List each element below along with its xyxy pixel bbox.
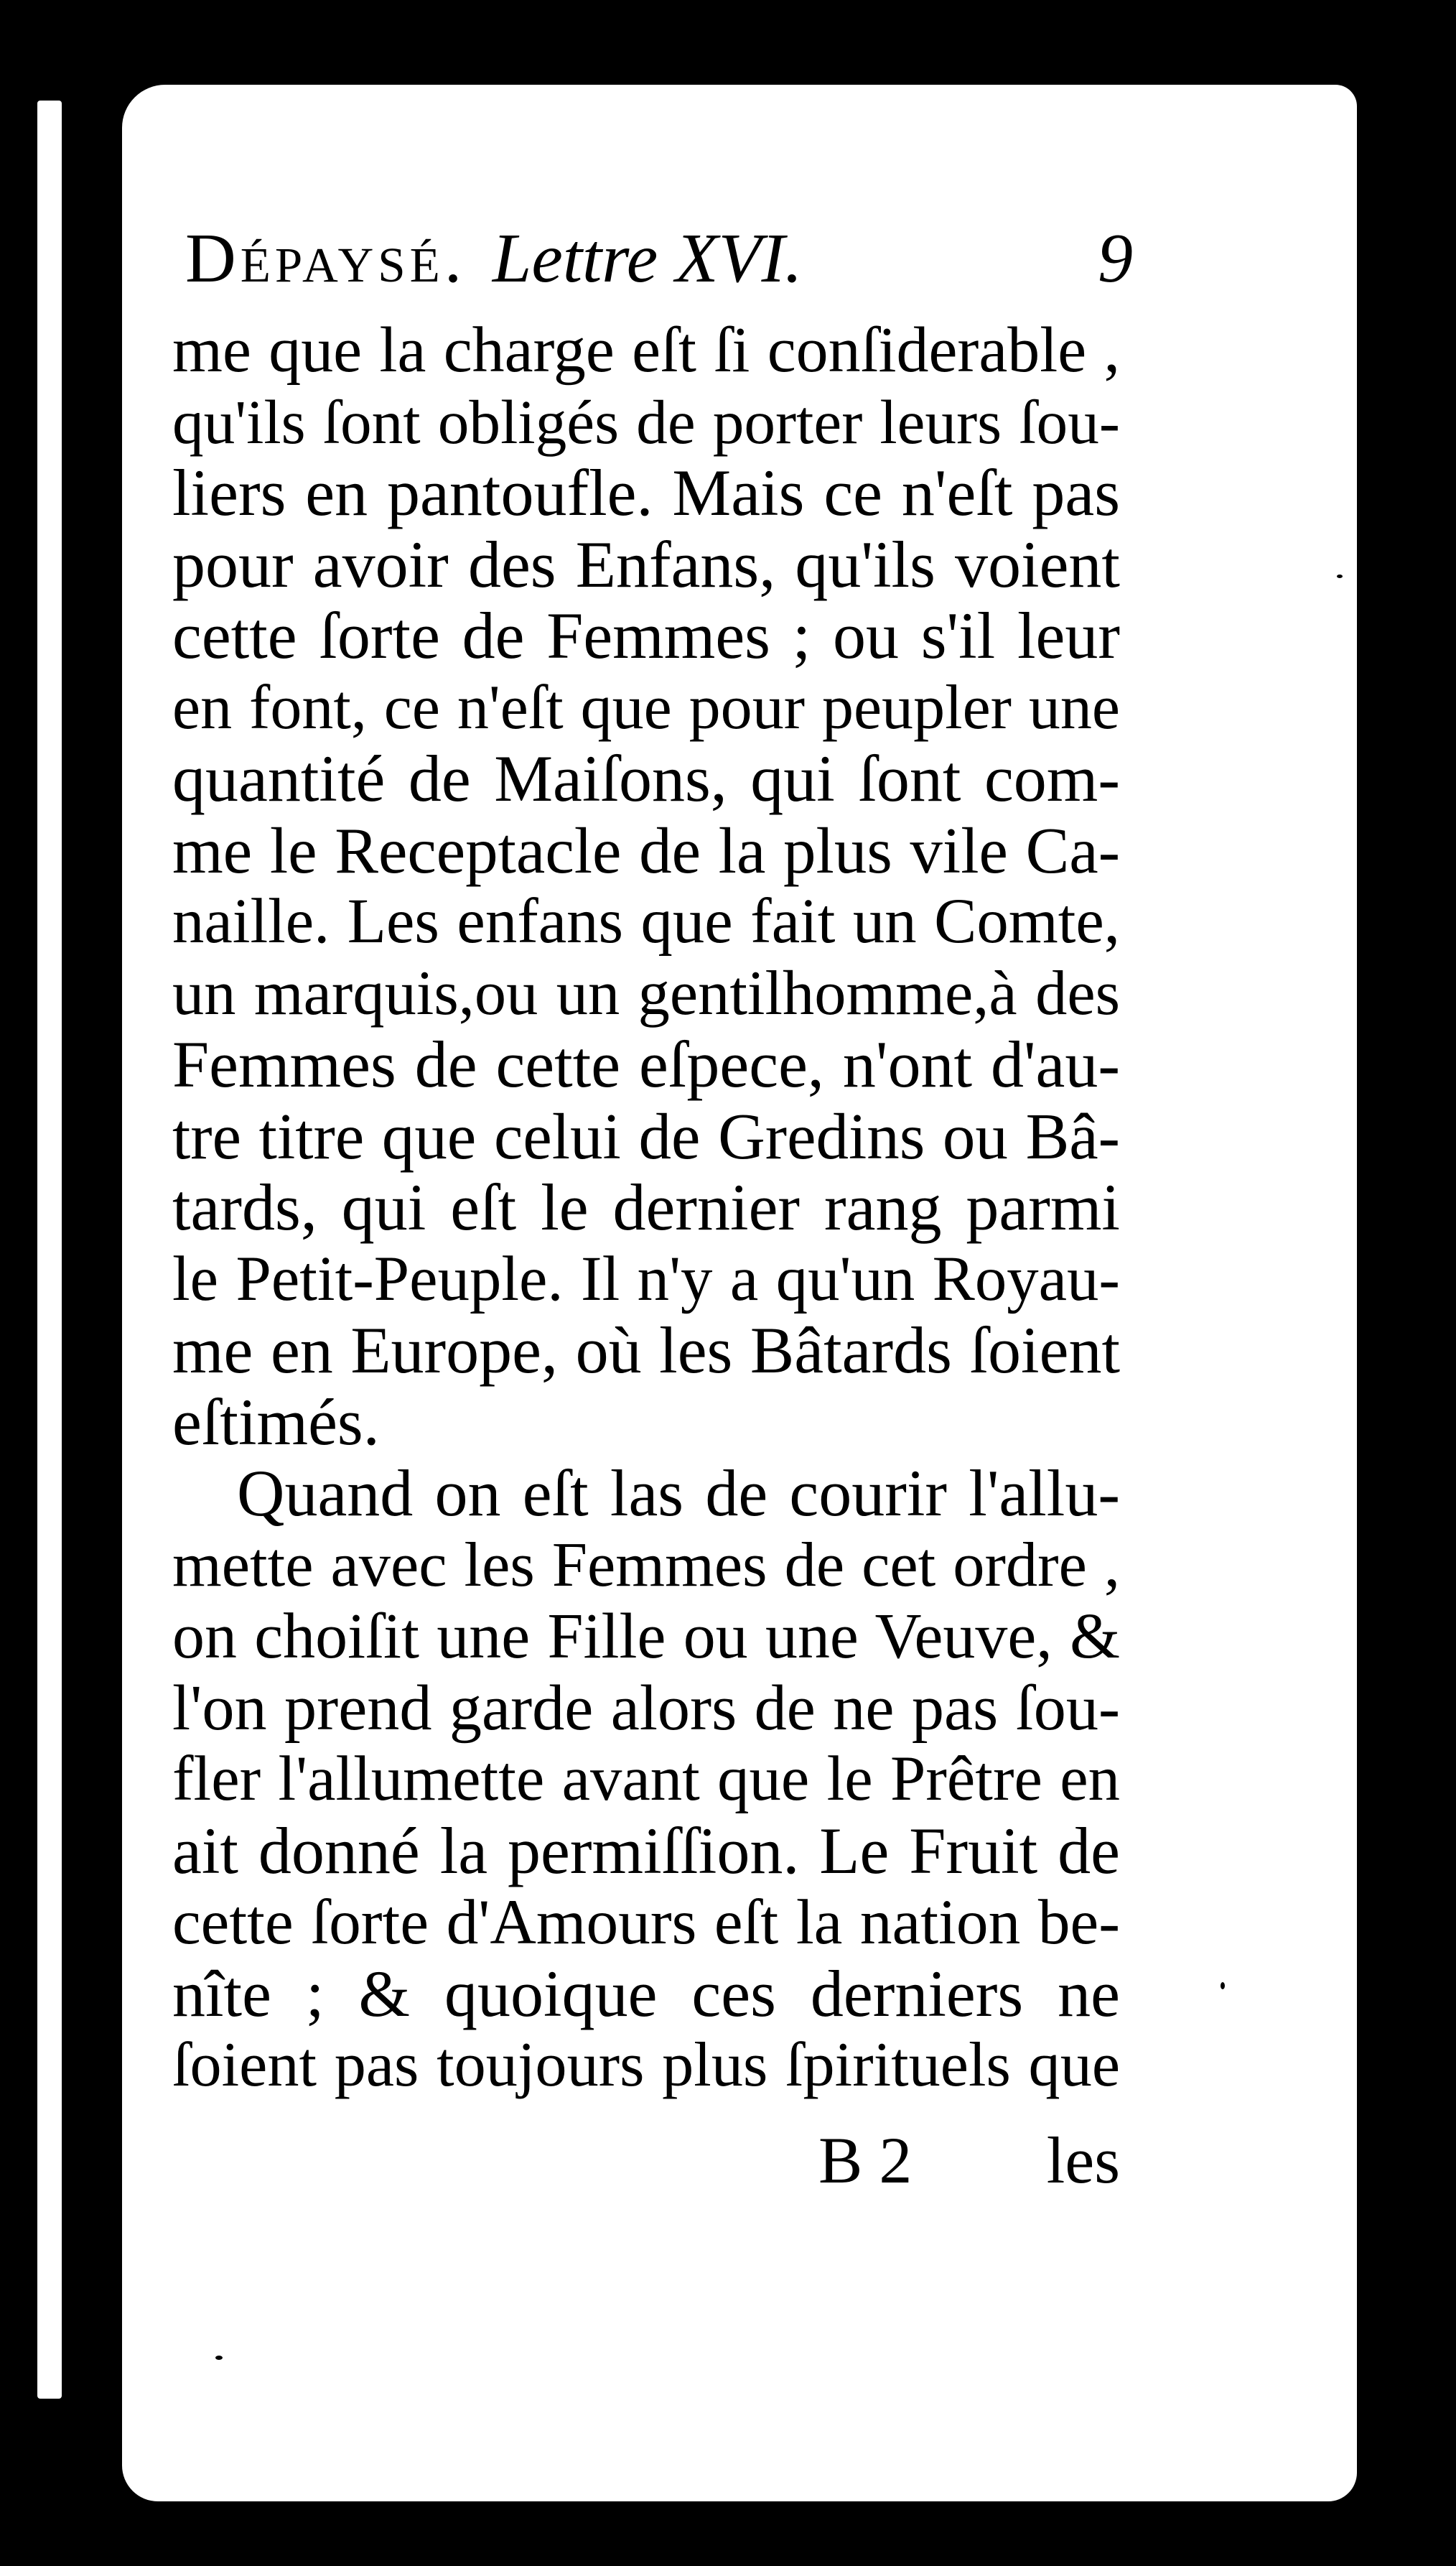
signature-mark: B 2 [818,2124,913,2197]
text-line: liers en pantoufle. Mais ce n'eſt pas [172,456,1120,529]
text-line: Femmes de cette eſpece, n'ont d'au- [172,1028,1120,1101]
text-line: ſoient pas toujours plus ſpirituels que [172,2030,1120,2100]
text-line: un marquis,ou un gentilhomme,à des [172,957,1120,1028]
text-line: pour avoir des Enfans, qu'ils voient [172,527,1120,601]
text-line: me le Receptacle de la plus vile Ca- [172,814,1120,887]
text-line: l'on prend garde alors de ne pas ſou- [172,1671,1120,1744]
catchword: les [1046,2124,1120,2197]
text-line: me que la charge eſt ſi conſiderable , [172,315,1120,386]
text-line: naille. Les enfans que fait un Comte, [172,886,1120,957]
text-line: nîte ; & quoique ces derniers ne [172,1956,1120,2030]
page-footer [818,2124,1120,2196]
text-line: cette ſorte d'Amours eſt la nation be- [172,1887,1120,1958]
text-line: cette ſorte de Femmes ; ou s'il leur [172,599,1120,672]
running-head [185,208,1133,309]
page-number: 9 [1098,220,1133,297]
text-line: le Petit-Peuple. Il n'y a qu'un Royau- [172,1243,1120,1314]
ink-speck [1221,1982,1225,1989]
text-line: en font, ce n'eſt que pour peupler une [172,672,1120,743]
paragraph-2 [172,1458,1120,2101]
running-head-title: Dépaysé. [185,220,467,297]
ink-speck [1337,575,1343,578]
text-line: tards, qui eſt le dernier rang parmi [172,1171,1120,1244]
ink-speck [215,2356,223,2360]
text-line: fler l'allumette avant que le Prêtre en [172,1744,1120,1814]
adjacent-page-edge [37,101,62,2399]
text-line: qu'ils ſont obligés de porter leurs ſou- [172,386,1120,457]
paragraph-1 [172,315,1120,1458]
text-line: me en Europe, où les Bâtards ſoient [172,1314,1120,1387]
text-line: tre titre que celui de Gredins ou Bâ- [172,1100,1120,1173]
text-line: on choiſit une Fille ou une Veuve, & [172,1601,1120,1672]
body-text [172,315,1120,2101]
text-line: ait donné la permiſſion. Le Fruit de [172,1813,1120,1887]
text-line: Quand on eſt las de courir l'allu- [237,1456,1120,1530]
text-line: mette avec les Femmes de cet ordre , [172,1529,1120,1600]
running-head-letter: Lettre XVI. [492,220,803,297]
text-line: quantité de Maiſons, qui ſont com- [172,742,1120,815]
text-line: eſtimés. [172,1385,380,1459]
